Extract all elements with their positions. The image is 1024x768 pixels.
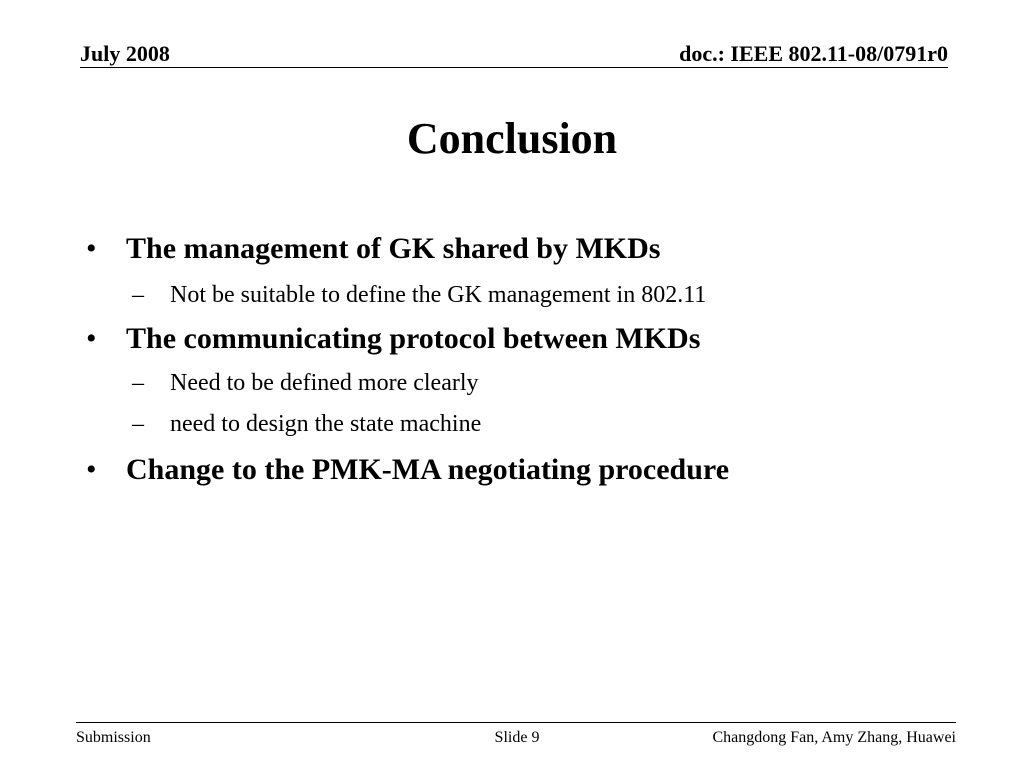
footer-slide-number: Slide 9 [494,729,540,746]
sub-bullet-item [132,410,481,438]
bullet-marker: • [86,322,97,355]
sub-bullet-item [132,281,706,309]
dash-marker: – [132,370,144,396]
bullet-text: The communicating protocol between MKDs [126,322,701,355]
header-doc-id: doc.: IEEE 802.11-08/0791r0 [679,41,948,66]
sub-bullet-item [132,369,479,397]
sub-bullet-text: Need to be defined more clearly [170,370,479,396]
footer-divider [76,722,956,723]
footer-authors: Changdong Fan, Amy Zhang, Huawei [712,729,956,746]
dash-marker: – [132,282,144,308]
sub-bullet-text: need to design the state machine [170,411,482,437]
sub-bullet-text: Not be suitable to define the GK management in 802.11 [170,282,707,308]
bullet-item [86,232,660,266]
dash-marker: – [132,411,144,437]
bullet-item [86,453,729,487]
slide-title: Conclusion [406,114,618,163]
bullet-marker: • [86,453,97,486]
bullet-marker: • [86,232,97,265]
footer-submission: Submission [76,729,151,746]
bullet-text: The management of GK shared by MKDs [126,232,661,265]
bullet-text: Change to the PMK-MA negotiating procedure [126,453,730,486]
bullet-item [86,322,700,356]
header-date: July 2008 [80,41,170,66]
